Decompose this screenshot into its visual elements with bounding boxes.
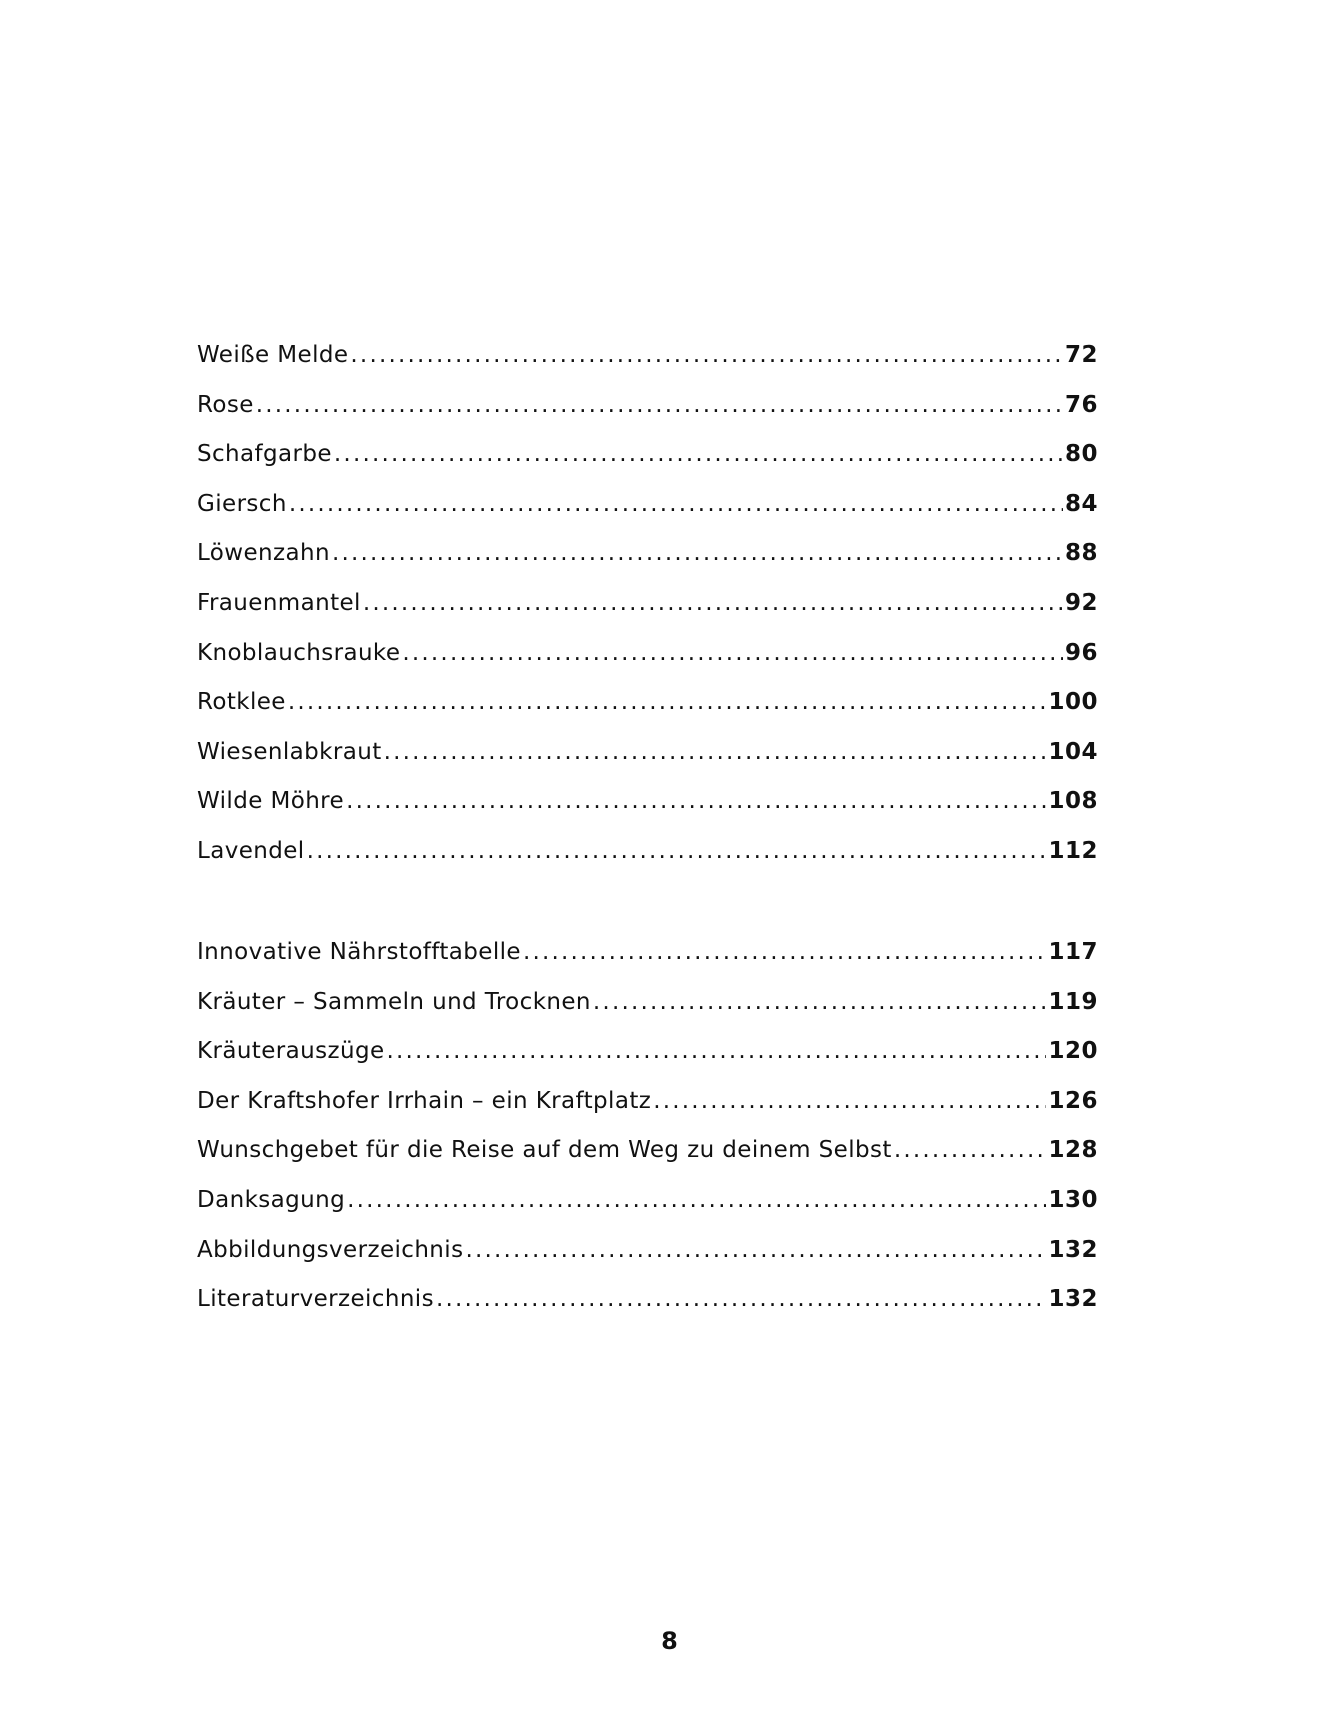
toc-entry-page: 128 [1048, 1137, 1098, 1164]
toc-dot-leader [288, 687, 1047, 717]
toc-dot-leader [289, 489, 1063, 519]
toc-entry [197, 538, 1098, 588]
toc-entry-title: Knoblauchsrauke [197, 639, 401, 666]
toc-entry [197, 390, 1098, 440]
toc-group-appendix [197, 937, 1098, 1334]
toc-entry-page: 88 [1064, 540, 1098, 567]
toc-entry-page: 80 [1064, 441, 1098, 468]
toc-dot-leader [256, 390, 1063, 420]
toc-entry-title: Löwenzahn [197, 540, 330, 567]
toc-entry-title: Schafgarbe [197, 441, 332, 468]
toc-entry-page: 130 [1048, 1186, 1098, 1213]
toc-entry [197, 687, 1098, 737]
toc-entry [197, 340, 1098, 390]
toc-entry-page: 76 [1064, 391, 1098, 418]
toc-entry-title: Wunschgebet für die Reise auf dem Weg zu deinem Selbst [197, 1137, 892, 1164]
toc-dot-leader [653, 1086, 1046, 1116]
toc-entry-title: Rose [197, 391, 254, 418]
toc-entry-page: 119 [1048, 988, 1098, 1015]
toc-entry-page: 126 [1048, 1087, 1098, 1114]
toc-entry-title: Lavendel [197, 837, 305, 864]
toc-entry-page: 108 [1048, 788, 1098, 815]
toc-dot-leader [346, 786, 1046, 816]
toc-entry [197, 1235, 1098, 1285]
toc-entry-page: 112 [1048, 837, 1098, 864]
toc-dot-leader [593, 987, 1047, 1017]
toc-entry-title: Wilde Möhre [197, 788, 345, 815]
toc-entry-page: 132 [1048, 1286, 1098, 1313]
toc-entry-title: Kräuter – Sammeln und Trocknen [197, 988, 591, 1015]
toc-entry-title: Literaturverzeichnis [197, 1286, 434, 1313]
toc-entry-page: 100 [1048, 689, 1098, 716]
toc-entry-title: Rotklee [197, 689, 286, 716]
toc-entry-page: 132 [1048, 1236, 1098, 1263]
toc-dot-leader [350, 340, 1063, 370]
toc-entry [197, 439, 1098, 489]
toc-entry-page: 96 [1064, 639, 1098, 666]
toc-entry [197, 489, 1098, 539]
toc-entry-title: Innovative Nährstofftabelle [197, 939, 521, 965]
toc-dot-leader [384, 737, 1047, 767]
toc-entry [197, 1086, 1098, 1136]
toc-entry [197, 786, 1098, 836]
toc-dot-leader [334, 439, 1063, 469]
toc-entry [197, 937, 1098, 987]
toc-dot-leader [387, 1036, 1047, 1066]
toc-entry-page: 92 [1064, 589, 1098, 616]
toc-entry [197, 737, 1098, 787]
toc-entry-title: Kräuterauszüge [197, 1038, 385, 1065]
toc-entry-title: Abbildungsverzeichnis [197, 1236, 464, 1263]
toc-dot-leader [523, 937, 1047, 967]
toc-entry [197, 1036, 1098, 1086]
toc-dot-leader [363, 588, 1063, 618]
toc-dot-leader [347, 1185, 1046, 1215]
toc-dot-leader [402, 638, 1063, 668]
toc-entry [197, 1135, 1098, 1185]
toc-entry-page: 84 [1064, 490, 1098, 517]
toc-entry [197, 987, 1098, 1037]
toc-entry [197, 638, 1098, 688]
toc-dot-leader [465, 1235, 1046, 1265]
toc-group-plants [197, 340, 1098, 886]
toc-entry-title: Weiße Melde [197, 342, 349, 368]
toc-entry-title: Der Kraftshofer Irrhain – ein Kraftplatz [197, 1087, 652, 1114]
toc-dot-leader [436, 1284, 1047, 1314]
toc-entry [197, 1284, 1098, 1334]
toc-entry-page: 72 [1064, 342, 1098, 368]
toc-entry-title: Wiesenlabkraut [197, 738, 382, 765]
toc-entry-page: 117 [1048, 939, 1098, 965]
toc-entry-title: Danksagung [197, 1186, 346, 1213]
toc-entry [197, 588, 1098, 638]
toc-entry-title: Frauenmantel [197, 589, 361, 616]
toc-entry [197, 836, 1098, 886]
toc-dot-leader [332, 538, 1063, 568]
page-number: 8 [661, 1627, 678, 1655]
toc-entry-page: 104 [1048, 738, 1098, 765]
toc-entry-title: Giersch [197, 490, 287, 517]
toc-dot-leader [894, 1135, 1047, 1165]
toc-dot-leader [307, 836, 1047, 866]
toc-entry [197, 1185, 1098, 1235]
toc-entry-page: 120 [1048, 1038, 1098, 1065]
